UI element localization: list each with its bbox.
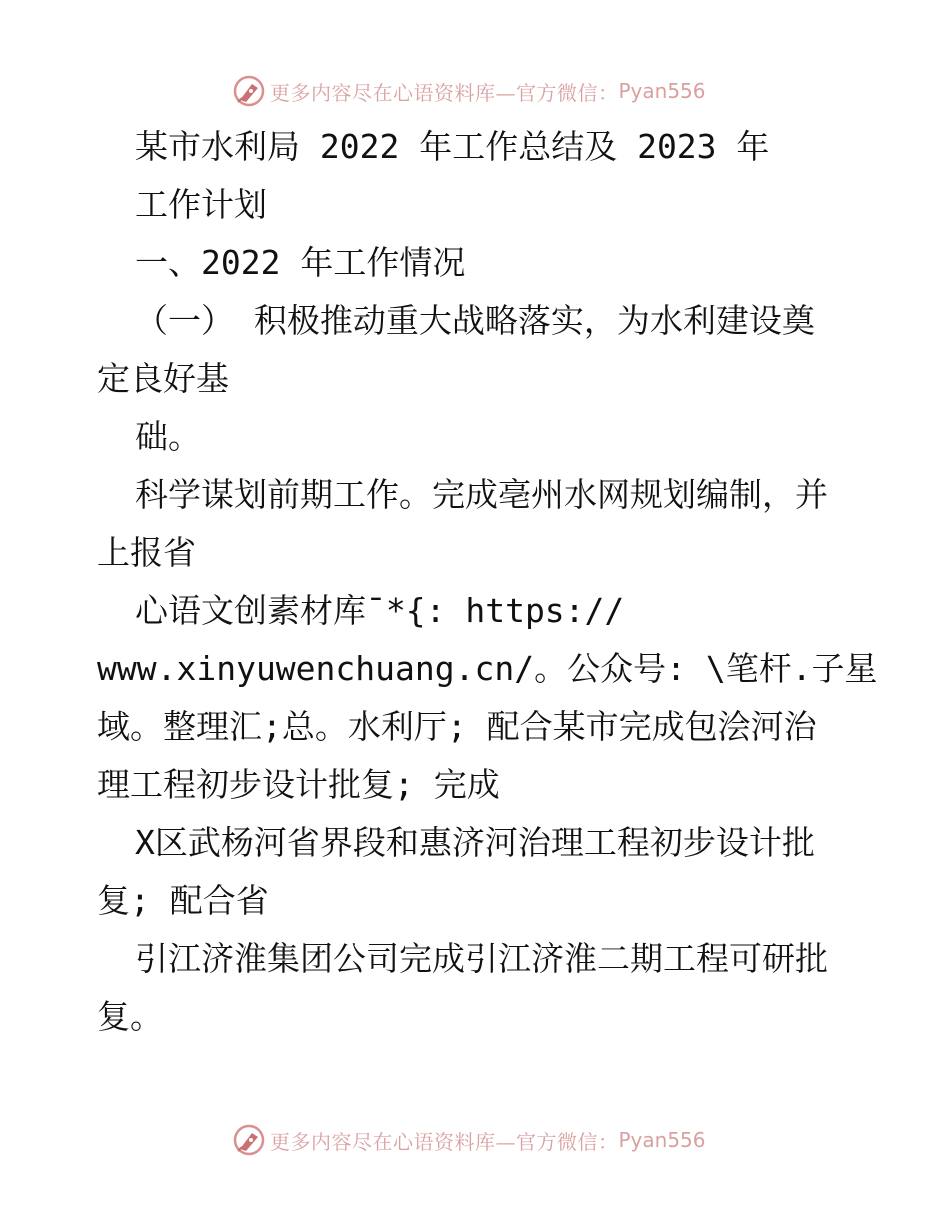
paragraph-line: 上报省 bbox=[97, 533, 196, 572]
banner-text: 更多内容尽在心语资料库—官方微信： bbox=[270, 80, 619, 105]
title-line-1: 某市水利局 2022 年工作总结及 2023 年 bbox=[135, 127, 770, 166]
paragraph-line: www.xinyuwenchuang.cn/。公众号: \笔杆.子星 bbox=[97, 649, 878, 688]
pen-nib-logo-icon bbox=[232, 1123, 266, 1157]
paragraph-line: X区武杨河省界段和惠济河治理工程初步设计批 bbox=[135, 823, 815, 862]
paragraph-line: 引江济淮集团公司完成引江济淮二期工程可研批 bbox=[135, 939, 828, 978]
banner-wechat-id: Pyan556 bbox=[618, 79, 706, 103]
title-line-2: 工作计划 bbox=[135, 185, 267, 224]
paragraph-line: 复; 配合省 bbox=[97, 881, 269, 920]
paragraph-line: 科学谋划前期工作。完成亳州水网规划编制，并 bbox=[135, 475, 828, 514]
paragraph-line: 心语文创素材库¯*{: https:// bbox=[135, 591, 625, 630]
subsection-heading-line-3: 础。 bbox=[135, 417, 201, 456]
banner-text: 更多内容尽在心语资料库—官方微信： bbox=[270, 1129, 619, 1154]
footer-watermark-banner bbox=[232, 1120, 712, 1160]
pen-nib-logo-icon bbox=[232, 74, 266, 108]
banner-wechat-id: Pyan556 bbox=[618, 1128, 706, 1152]
section-heading: 一、2022 年工作情况 bbox=[135, 243, 466, 282]
paragraph-line: 域。整理汇;总。水利厅; 配合某市完成包浍河治 bbox=[97, 707, 817, 746]
subsection-heading-line-2: 定良好基 bbox=[97, 359, 229, 398]
paragraph-line: 复。 bbox=[97, 997, 163, 1036]
paragraph-line: 理工程初步设计批复; 完成 bbox=[97, 765, 500, 804]
subsection-heading-line-1: （一） 积极推动重大战略落实，为水利建设奠 bbox=[135, 301, 815, 340]
header-watermark-banner bbox=[232, 71, 712, 111]
